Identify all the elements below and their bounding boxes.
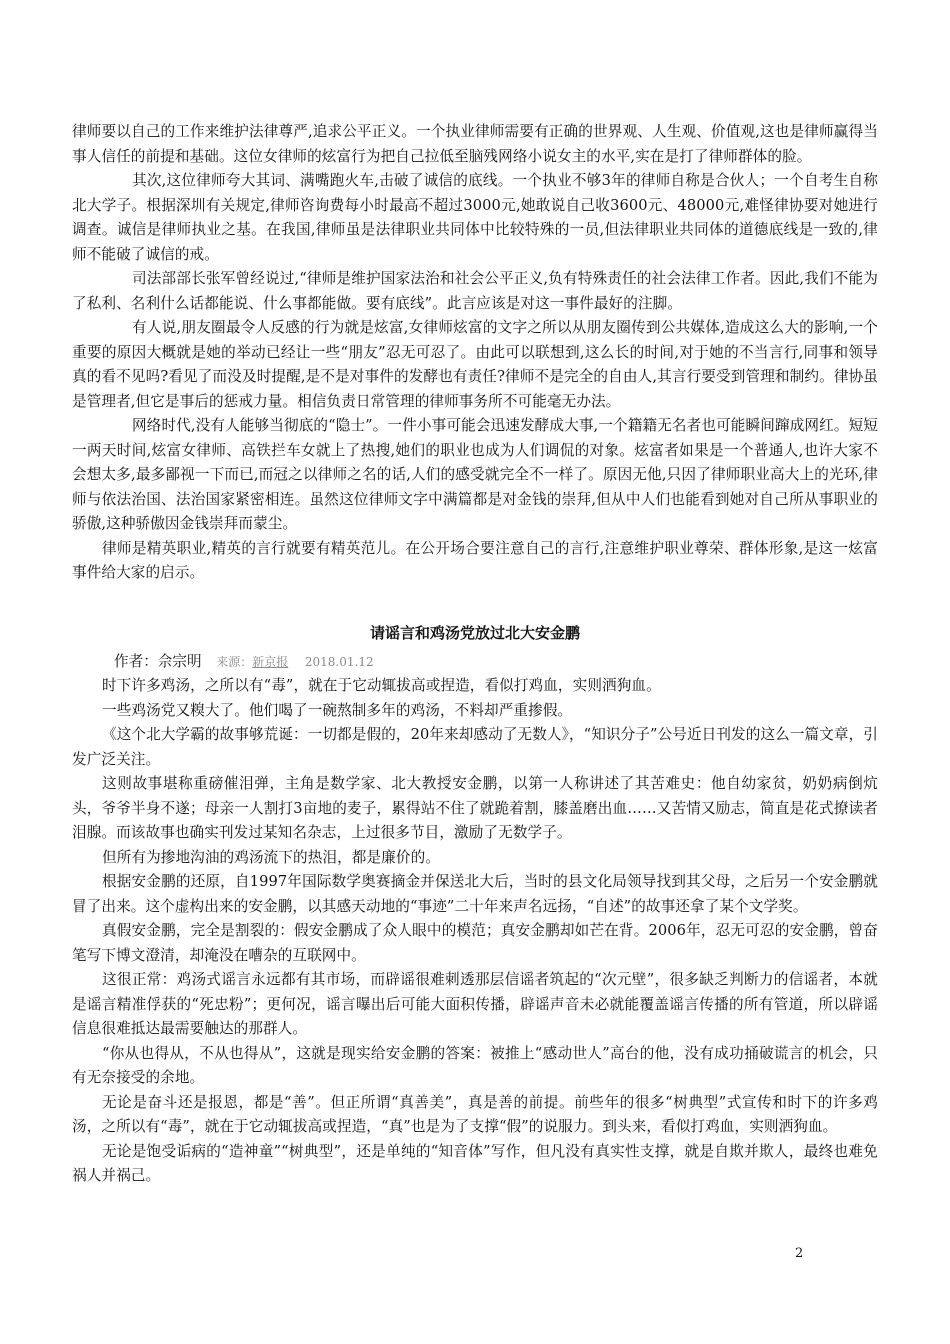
- article2-paragraph: 根据安金鹏的还原，自1997年国际数学奥赛摘金并保送北大后，当时的县文化局领导找到其父母，之后另一个安金鹏就冒了出来。这个虚构出来的安金鹏，以其感天动地的“事迹”二十年来声名远扬，“自述”的故事还拿了某个文学奖。: [72, 873, 878, 915]
- page-number: 2: [795, 1246, 804, 1261]
- article2-paragraph: 无论是饱受诟病的“造神童”“树典型”，还是单纯的“知音体”写作，但凡没有真实性支撑，就是自欺并欺人，最终也难免祸人并祸己。: [72, 1142, 878, 1184]
- article2-paragraph: 这则故事堪称重磅催泪弹，主角是数学家、北大教授安金鹏，以第一人称讲述了其苦难史：他自幼家贫，奶奶病倒炕头，爷爷半身不遂；母亲一人割打3亩地的麦子，累得站不住了就跪着割，膝盖磨出血……又苦情又励志，简直是花式撩读者泪腺。而该故事也确实刊发过某知名杂志，上过很多节目，激励了无数学子。: [72, 775, 878, 841]
- article2-byline: [114, 650, 374, 671]
- article1-paragraph: 网络时代,没有人能够当彻底的“隐士”。一件小事可能会迅速发酵成大事,一个籍籍无名者也可能瞬间蹿成网红。短短一两天时间,炫富女律师、高铁拦车女就上了热搜,她们的职业也成为人们调侃的对象。炫富者如果是一个普通人,也许大家不会想太多,最多鄙视一下而已,而冠之以律师之名的话,人们的感受就完全不一样了。原因无他,只因了律师职业高大上的光环,律师与依法治国、法治国家紧密相连。虽然这位律师文字中满篇都是对金钱的崇拜,但从中人们也能看到她对自己所从事职业的骄傲,这种骄傲因金钱崇拜而蒙尘。: [72, 417, 878, 532]
- article2-paragraph: 无论是奋斗还是报恩，都是“善”。但正所谓“真善美”，真是善的前提。前些年的很多“树典型”式宣传和时下的许多鸡汤，之所以有“毒”，就在于它动辄拔高或捏造，“真”也是为了支撑“假”的说服力。到头来，看似打鸡血，实则洒狗血。: [72, 1093, 878, 1135]
- source-label: 来源：: [216, 655, 253, 669]
- article1-paragraph: 律师是精英职业,精英的言行就要有精英范儿。在公开场合要注意自己的言行,注意维护职业尊荣、群体形象,是这一炫富事件给大家的启示。: [72, 539, 878, 581]
- article1-paragraph: 有人说,朋友圈最令人反感的行为就是炫富,女律师炫富的文字之所以从朋友圈传到公共媒体,造成这么大的影响,一个重要的原因大概就是她的举动已经让一些“朋友”忍无可忍了。由此可以联想到,这么长的时间,对于她的不当言行,同事和领导真的看不见吗?看见了而没及时提醒,是不是对事件的发酵也有责任?律师不是完全的自由人,其言行要受到管理和制约。律协虽是管理者,但它是事后的惩戒力量。相信负责日常管理的律师事务所不可能毫无办法。: [72, 319, 878, 410]
- article2-body: [72, 674, 878, 1189]
- author: 作者：佘宗明: [114, 653, 202, 670]
- article2-paragraph: 但所有为掺地沟油的鸡汤流下的热泪，都是廉价的。: [102, 848, 440, 866]
- article1-body: [72, 120, 878, 586]
- article2-paragraph: 《这个北大学霸的故事够荒诞：一切都是假的，20年来却感动了无数人》，“知识分子”公号近日刊发的这么一篇文章，引发广泛关注。: [72, 726, 878, 768]
- publish-date: 2018.01.12: [304, 655, 374, 669]
- article1-paragraph: 律师要以自己的工作来维护法律尊严,追求公平正义。一个执业律师需要有正确的世界观、人生观、价值观,这也是律师赢得当事人信任的前提和基础。这位女律师的炫富行为把自己拉低至脑残网络小说女主的水平,实在是打了律师群体的脸。: [72, 123, 878, 165]
- article1-paragraph: 司法部部长张军曾经说过,“律师是维护国家法治和社会公平正义,负有特殊责任的社会法律工作者。因此,我们不能为了私利、名利什么话都能说、什么事都能做。要有底线”。此言应该是对这一事件最好的注脚。: [72, 270, 878, 312]
- article2-paragraph: 一些鸡汤党又糗大了。他们喝了一碗熬制多年的鸡汤，不料却严重掺假。: [102, 701, 573, 719]
- article2-paragraph: 真假安金鹏，完全是割裂的：假安金鹏成了众人眼中的模范；真安金鹏却如芒在背。2006年，忍无可忍的安金鹏，曾奋笔写下博文澄清，却淹没在嘈杂的互联网中。: [72, 922, 878, 964]
- article2-paragraph: 这很正常：鸡汤式谣言永远都有其市场，而辟谣很难刺透那层信谣者筑起的“次元壁”，很多缺乏判断力的信谣者，本就是谣言精准俘获的“死忠粉”；更何况，谣言曝出后可能大面积传播，辟谣声音未必就能覆盖谣言传播的所有管道，所以辟谣信息很难抵达最需要触达的那群人。: [72, 971, 878, 1037]
- article2-title: 请谣言和鸡汤党放过北大安金鹏: [369, 624, 580, 642]
- source-link[interactable]: 新京报: [252, 655, 289, 669]
- article2-paragraph: “你从也得从，不从也得从”，这就是现实给安金鹏的答案：被推上“感动世人”高台的他，没有成功捅破谎言的机会，只有无奈接受的余地。: [72, 1044, 878, 1086]
- article1-paragraph: 其次,这位律师夸大其词、满嘴跑火车,击破了诚信的底线。一个执业不够3年的律师自称是合伙人；一个自考生自称北大学子。根据深圳有关规定,律师咨询费每小时最高不超过3000元,她敢说自己收3600元、48000元,难怪律协要对她进行调查。诚信是律师执业之基。在我国,律师虽是法律职业共同体中比较特殊的一员,但法律职业共同体的道德底线是一致的,律师不能破了诚信的戒。: [72, 172, 878, 263]
- article2-paragraph: 时下许多鸡汤，之所以有“毒”，就在于它动辄拔高或捏造，看似打鸡血，实则洒狗血。: [102, 677, 661, 694]
